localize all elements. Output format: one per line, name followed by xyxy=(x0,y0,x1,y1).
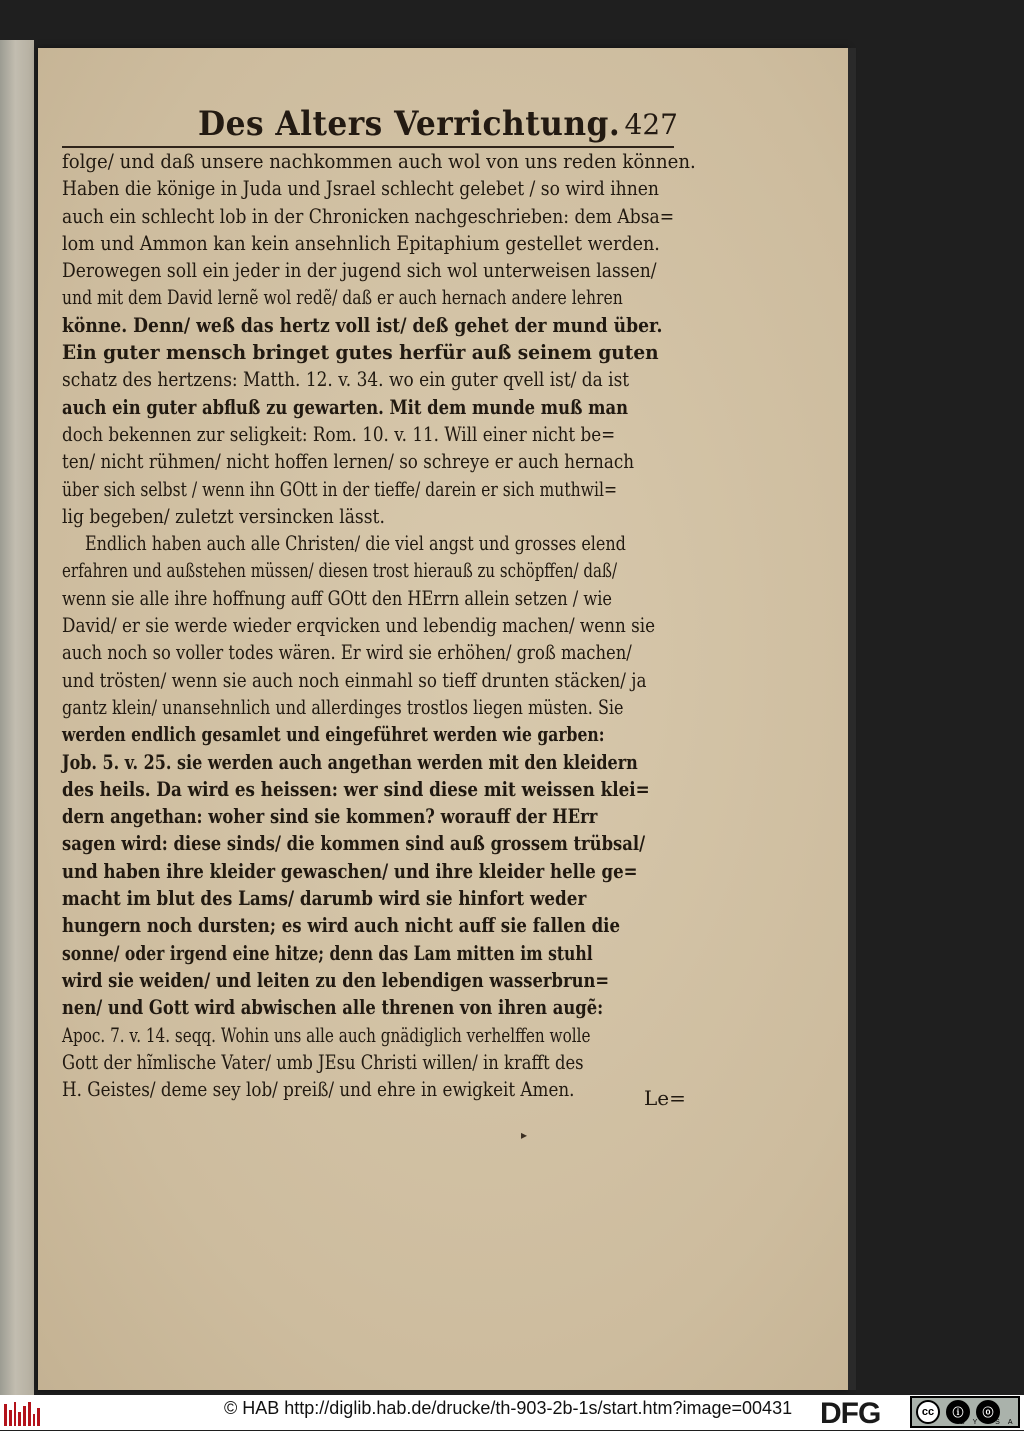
text-line: sagen wird: diese sinds/ die kommen sind auß grossem trübsal/ xyxy=(62,832,646,856)
text-line: gantz klein/ unansehnlich und allerdinges trostlos liegen müsten. Sie xyxy=(62,695,624,719)
cc-labels: BY SA xyxy=(960,1419,1021,1426)
page-edge-shadow xyxy=(848,48,856,1390)
text-line: erfahren und außstehen müssen/ diesen trost hierauß zu schöpffen/ daß/ xyxy=(62,559,618,583)
attribution-icon: ⓘ xyxy=(946,1400,970,1424)
text-line: wird sie weiden/ und leiten zu den lebendigen wasserbrun= xyxy=(62,968,610,992)
text-line: lom und Ammon kan kein ansehnlich Epitaphium gestellet werden. xyxy=(62,231,660,255)
text-line: und haben ihre kleider gewaschen/ und ihre kleider helle ge= xyxy=(62,859,638,883)
dfg-logo[interactable]: DFG xyxy=(820,1397,881,1430)
hab-logo-icon[interactable] xyxy=(4,1398,40,1426)
page-number: 427 xyxy=(624,108,678,141)
text-line: Gott der hĩmlische Vater/ umb JEsu Christi willen/ in krafft des xyxy=(62,1050,584,1074)
share-alike-icon: ⓞ xyxy=(976,1400,1000,1424)
text-line: Ein guter mensch bringet gutes herfür auß seinem guten xyxy=(62,341,659,365)
body-text xyxy=(62,148,696,1103)
text-line: lig begeben/ zuletzt versincken lässt. xyxy=(62,504,385,528)
text-line: Job. 5. v. 25. sie werden auch angethan werden mit den kleidern xyxy=(62,750,638,774)
text-line: könne. Denn/ weß das hertz voll ist/ deß gehet der mund über. xyxy=(62,313,663,337)
text-line: nen/ und Gott wird abwischen alle threnen von ihren augẽ: xyxy=(62,996,604,1020)
text-line: hungern noch dursten; es wird auch nicht auff sie fallen die xyxy=(62,914,621,938)
text-line: Haben die könige in Juda und Jsrael schlecht gelebet / so wird ihnen xyxy=(62,177,659,201)
facing-page-strip xyxy=(0,40,34,1395)
text-line: schatz des hertzens: Matth. 12. v. 34. wo ein guter qvell ist/ da ist xyxy=(62,368,630,392)
text-line: Derowegen soll ein jeder in der jugend sich wol unterweisen lassen/ xyxy=(62,259,657,283)
text-line: auch ein schlecht lob in der Chronicken nachgeschrieben: dem Absa= xyxy=(62,204,675,228)
text-line: sonne/ oder irgend eine hitze; denn das Lam mitten im stuhl xyxy=(62,941,593,965)
text-line: macht im blut des Lams/ darumb wird sie hinfort weder xyxy=(62,887,587,911)
page-header xyxy=(198,104,678,144)
text-line: des heils. Da wird es heissen: wer sind diese mit weissen klei= xyxy=(62,777,650,801)
text-line: doch bekennen zur seligkeit: Rom. 10. v. 11. Will einer nicht be= xyxy=(62,422,616,446)
footer-credit-link[interactable]: © HAB http://diglib.hab.de/drucke/th-903-2b-1s/start.htm?image=00431 xyxy=(224,1398,793,1418)
text-line: folge/ und daß unsere nachkommen auch wol von uns reden können. xyxy=(62,150,696,173)
text-line: auch ein guter abfluß zu gewarten. Mit dem munde muß man xyxy=(62,395,629,419)
text-line: Apoc. 7. v. 14. seqq. Wohin uns alle auch gnädiglich verhelffen wolle xyxy=(62,1023,591,1047)
text-line: dern angethan: woher sind sie kommen? worauff der HErr xyxy=(62,805,598,829)
text-line: Endlich haben auch alle Christen/ die viel angst und grosses elend xyxy=(84,532,626,556)
text-line: und mit dem David lernẽ wol redẽ/ daß er auch hernach andere lehren xyxy=(62,286,623,310)
text-line: wenn sie alle ihre hoffnung auff GOtt den HErrn allein setzen / wie xyxy=(62,586,613,610)
running-title: Des Alters Verrichtung. xyxy=(198,104,621,144)
text-line: ten/ nicht rühmen/ nicht hoffen lernen/ so schreye er auch hernach xyxy=(62,450,635,474)
text-line: auch noch so voller todes wären. Er wird sie erhöhen/ groß machen/ xyxy=(62,641,632,665)
cc-icon: cc xyxy=(916,1400,940,1424)
text-line: H. Geistes/ deme sey lob/ preiß/ und ehre in ewigkeit Amen. xyxy=(62,1078,575,1102)
text-line: und trösten/ wenn sie auch noch einmahl so tieff drunten stäcken/ ja xyxy=(62,668,647,692)
text-line: über sich selbst / wenn ihn GOtt in der tieffe/ darein er sich muthwil= xyxy=(62,477,618,501)
text-line: David/ er sie werde wieder erqvicken und lebendig machen/ wenn sie xyxy=(62,614,656,638)
catchword: Le= xyxy=(644,1086,686,1110)
signature-mark: ▸ xyxy=(521,1128,528,1142)
text-line: werden endlich gesamlet und eingeführet werden wie garben: xyxy=(62,723,605,747)
